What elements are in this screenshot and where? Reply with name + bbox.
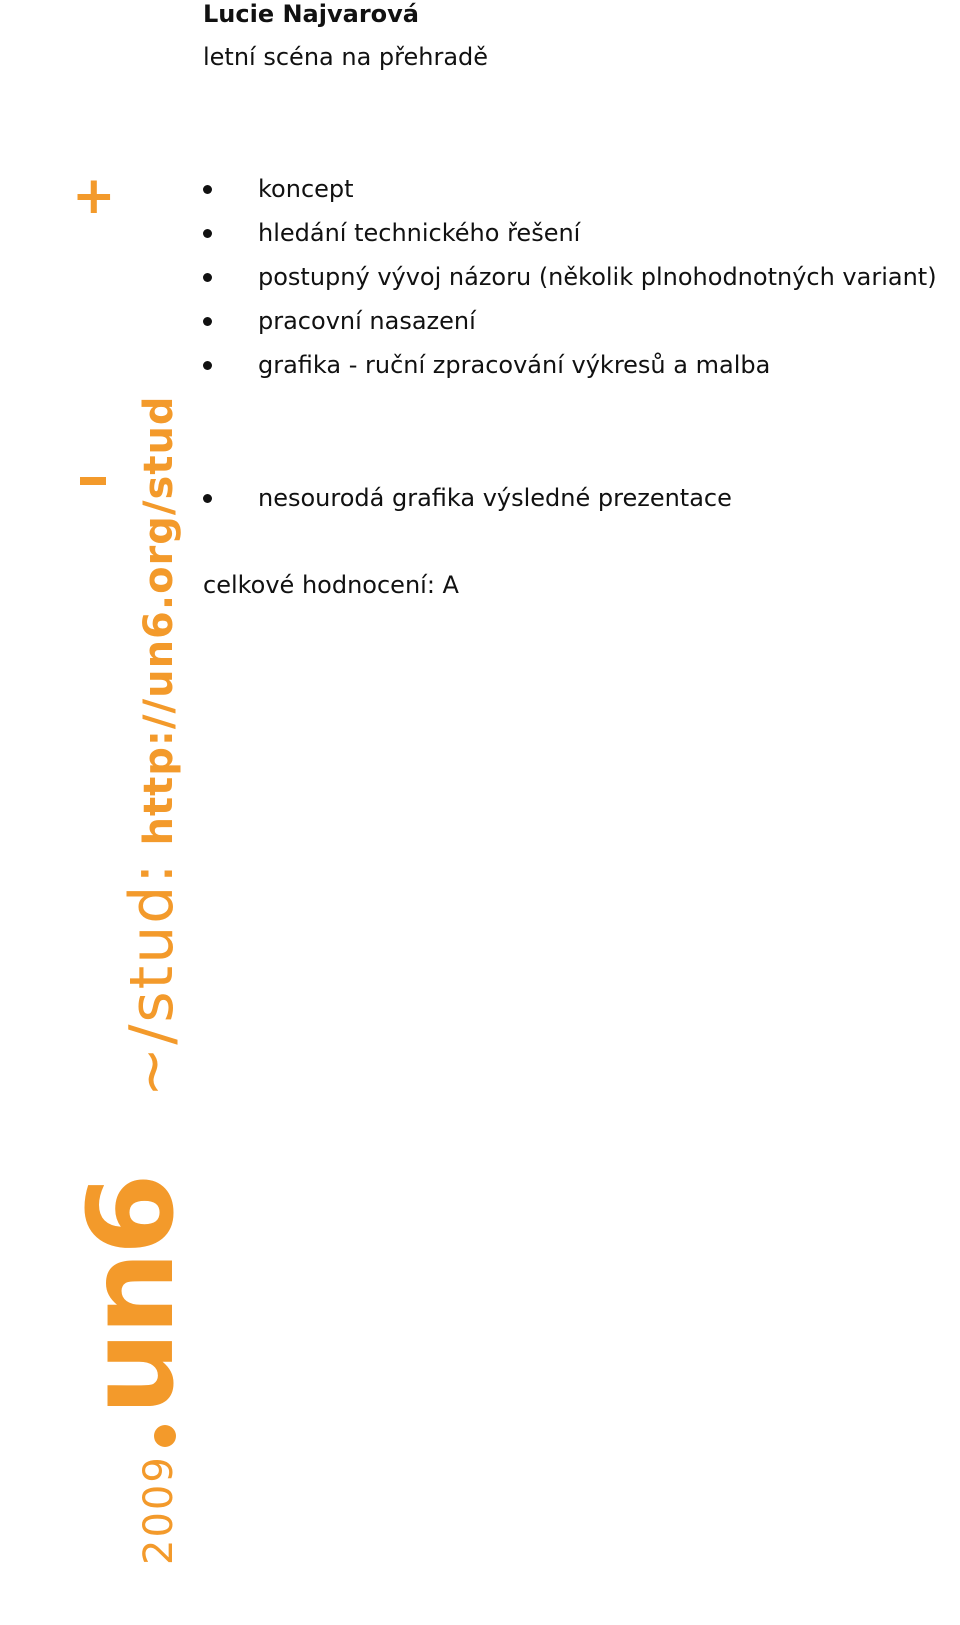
brand-year: 2009 bbox=[136, 1455, 182, 1565]
project-title: letní scéna na přehradě bbox=[203, 43, 489, 71]
brand-url: http://un6.org/stud bbox=[136, 395, 182, 846]
stud-label: ~/stud: bbox=[117, 861, 187, 1098]
list-item: nesourodá grafika výsledné prezentace bbox=[200, 476, 732, 520]
list-item: pracovní nasazení bbox=[200, 299, 937, 343]
author-name: Lucie Najvarová bbox=[203, 0, 419, 28]
list-item: postupný vývoj názoru (několik plnohodnotných variant) bbox=[200, 255, 937, 299]
positives-list bbox=[200, 167, 937, 387]
brand-dot-icon bbox=[154, 1425, 176, 1447]
list-item: grafika - ruční zpracování výkresů a malba bbox=[200, 343, 937, 387]
overall-rating: celkové hodnocení: A bbox=[203, 571, 459, 599]
brand-logo: un6 bbox=[62, 1177, 200, 1416]
plus-marker: + bbox=[72, 166, 116, 226]
negatives-list bbox=[200, 476, 732, 520]
vertical-brand-strip bbox=[62, 395, 200, 1565]
list-item: hledání technického řešení bbox=[200, 211, 937, 255]
list-item: koncept bbox=[200, 167, 937, 211]
